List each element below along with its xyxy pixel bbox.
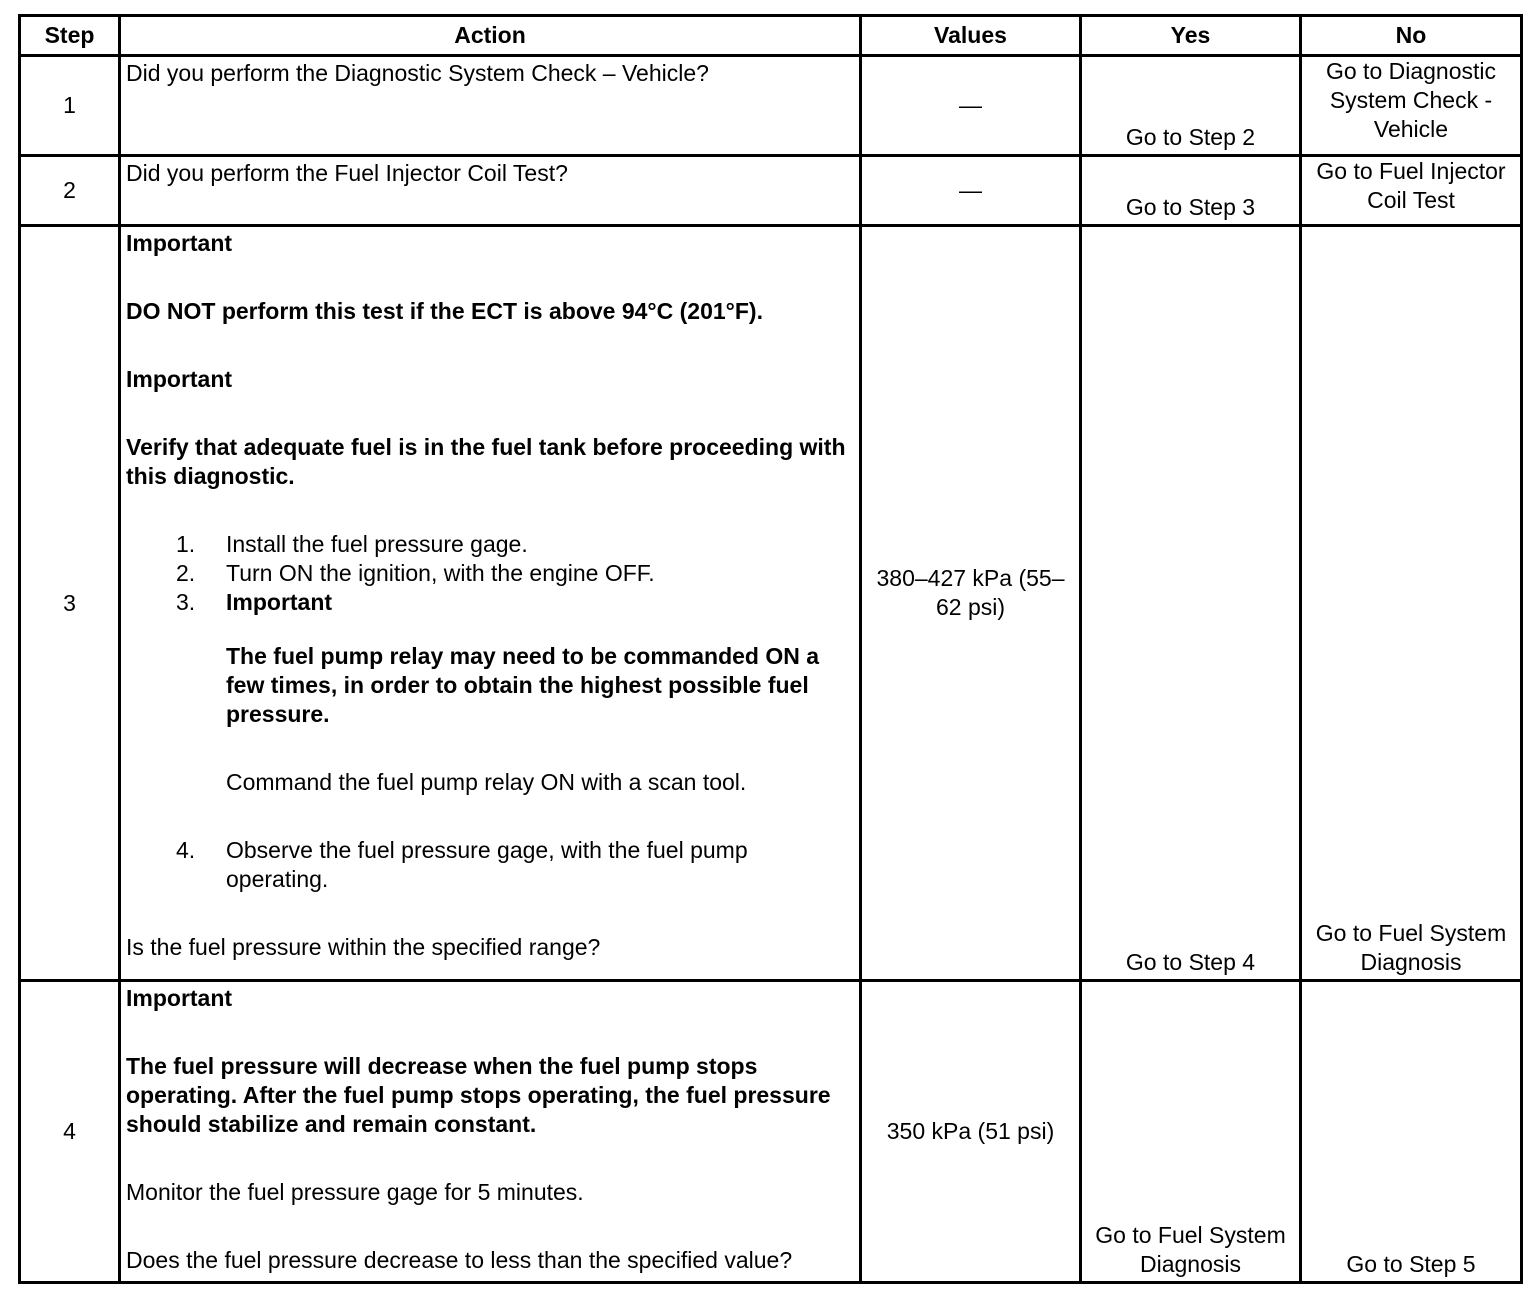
substep-text: Turn ON the ignition, with the engine OFF. [226, 560, 655, 586]
no-link[interactable]: Go to Fuel Injector Coil Test [1301, 156, 1522, 226]
action-cell [120, 56, 861, 156]
step-number: 3 [20, 226, 120, 981]
substep-number: 1. [176, 531, 196, 557]
action-question: Does the fuel pressure decrease to less than the specified value? [126, 1247, 793, 1273]
action-question: Is the fuel pressure within the specified range? [126, 934, 601, 960]
yes-link[interactable]: Go to Step 3 [1081, 156, 1301, 226]
substep-number: 3. [176, 589, 196, 615]
table-row [20, 981, 1522, 1283]
step-number: 1 [20, 56, 120, 156]
action-cell [120, 156, 861, 226]
important-label: Important [126, 366, 233, 392]
list-item [126, 836, 855, 894]
table-row [20, 56, 1522, 156]
header-step: Step [20, 16, 120, 56]
important-label: Important [126, 230, 233, 256]
no-link[interactable]: Go to Diagnostic System Check - Vehicle [1301, 56, 1522, 156]
no-link[interactable]: Go to Step 5 [1301, 981, 1522, 1283]
important-text: The fuel pump relay may need to be commanded ON a few times, in order to obtain the highest possible fuel pressure. [226, 643, 820, 727]
substep-number: 4. [176, 837, 196, 863]
substep-number: 2. [176, 560, 196, 586]
diagnostic-table [18, 14, 1523, 1284]
yes-link[interactable]: Go to Fuel System Diagnosis [1081, 981, 1301, 1283]
values-cell: — [861, 56, 1081, 156]
table-row [20, 156, 1522, 226]
values-cell: 380–427 kPa (55–62 psi) [861, 226, 1081, 981]
important-text: Verify that adequate fuel is in the fuel tank before proceeding with this diagnostic. [126, 434, 846, 489]
step-number: 4 [20, 981, 120, 1283]
table-header-row [20, 16, 1522, 56]
list-item [126, 530, 855, 559]
yes-link[interactable]: Go to Step 4 [1081, 226, 1301, 981]
action-question: Did you perform the Diagnostic System Check – Vehicle? [126, 60, 709, 86]
substep-text: Observe the fuel pressure gage, with the fuel pump operating. [226, 837, 748, 892]
action-cell [120, 981, 861, 1283]
important-label: Important [226, 589, 333, 615]
yes-link[interactable]: Go to Step 2 [1081, 56, 1301, 156]
substep-text: Install the fuel pressure gage. [226, 531, 528, 557]
table-row [20, 226, 1522, 981]
header-yes: Yes [1081, 16, 1301, 56]
important-text: DO NOT perform this test if the ECT is above 94°C (201°F). [126, 298, 763, 324]
list-item [126, 588, 855, 836]
action-question: Did you perform the Fuel Injector Coil Test? [126, 160, 568, 186]
values-cell: 350 kPa (51 psi) [861, 981, 1081, 1283]
values-cell: — [861, 156, 1081, 226]
action-cell [120, 226, 861, 981]
substep-text: Command the fuel pump relay ON with a scan tool. [226, 769, 747, 795]
no-link[interactable]: Go to Fuel System Diagnosis [1301, 226, 1522, 981]
list-item [126, 559, 855, 588]
header-action: Action [120, 16, 861, 56]
substep-list [126, 530, 855, 894]
important-label: Important [126, 985, 233, 1011]
action-instruction: Monitor the fuel pressure gage for 5 minutes. [126, 1179, 584, 1205]
header-values: Values [861, 16, 1081, 56]
header-no: No [1301, 16, 1522, 56]
important-text: The fuel pressure will decrease when the fuel pump stops operating. After the fuel pump stops operating, the fuel pressure should stabilize and remain constant. [126, 1053, 831, 1137]
step-number: 2 [20, 156, 120, 226]
